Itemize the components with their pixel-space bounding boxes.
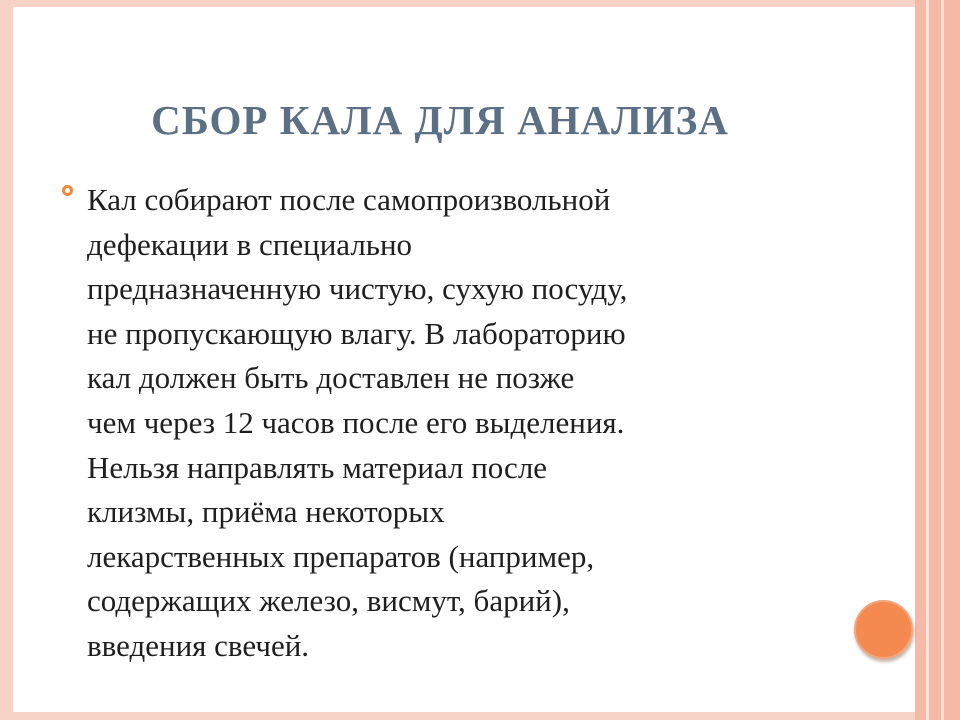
decorative-circle-icon	[854, 600, 913, 659]
bullet-item	[62, 178, 832, 669]
bullet-line: содержащих железо, висмут, барий),	[87, 583, 570, 619]
bullet-line: введения свечей.	[87, 627, 310, 663]
bullet-line: предназначенную чистую, сухую посуду,	[87, 271, 628, 307]
bullet-circle-icon	[62, 185, 73, 196]
bullet-line: клизмы, приёма некоторых	[87, 494, 445, 530]
frame-stripe	[941, 0, 944, 720]
bullet-text	[87, 178, 832, 669]
bullet-line: лекарственных препаратов (например,	[87, 538, 595, 574]
bullet-line: не пропускающую влагу. В лабораторию	[87, 315, 626, 351]
slide-title: СБОР КАЛА ДЛЯ АНАЛИЗА	[151, 97, 729, 143]
frame-right-border	[915, 0, 960, 720]
bullet-line: Нельзя направлять материал после	[87, 449, 548, 485]
bullet-line: Кал собирают после самопроизвольной	[87, 182, 611, 217]
bullet-line: чем через 12 часов после его выделения.	[87, 404, 625, 440]
frame-top-border	[0, 0, 920, 7]
frame-bottom-border	[0, 712, 920, 720]
frame-stripe	[926, 0, 929, 720]
bullet-line: кал должен быть доставлен не позже	[87, 360, 575, 396]
bullet-line: дефекации в специально	[87, 226, 413, 262]
